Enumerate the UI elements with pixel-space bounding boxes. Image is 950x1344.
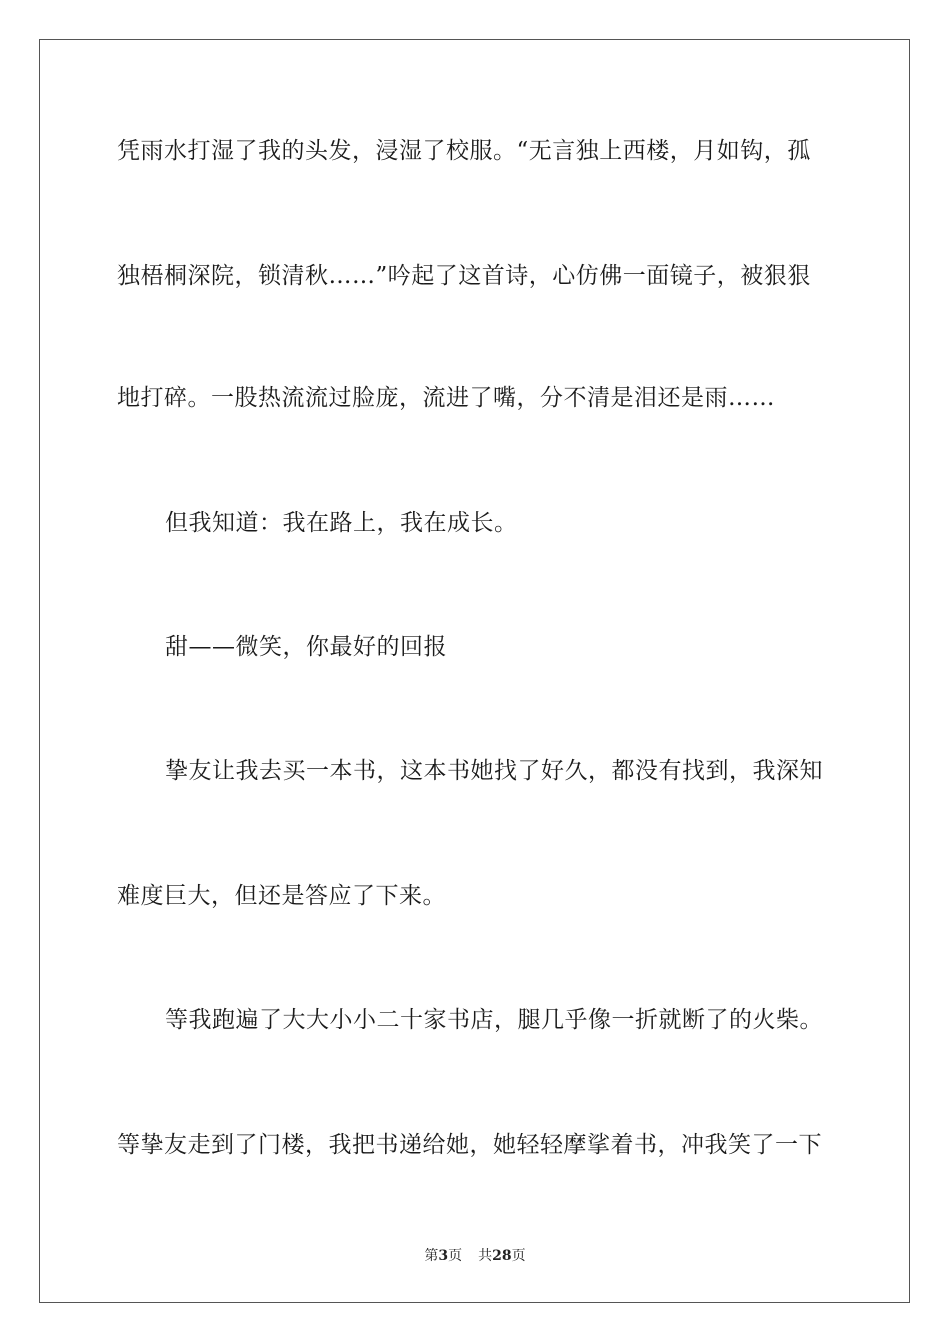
body-text-line: 凭雨水打湿了我的头发，浸湿了校服。“无言独上西楼，月如钩，孤 (117, 138, 811, 164)
body-text-line: 地打碎。一股热流流过脸庞，流进了嘴，分不清是泪还是雨…… (117, 385, 775, 411)
page-border (39, 39, 910, 1303)
footer-total-suffix: 页 (511, 1248, 526, 1264)
paragraph-line: 但我知道：我在路上，我在成长。 (165, 510, 518, 536)
section-heading: 甜——微笑，你最好的回报 (165, 634, 447, 660)
footer-page-suffix: 页 (448, 1248, 463, 1264)
footer-total-pages: 28 (492, 1248, 512, 1264)
footer-page-prefix: 第 (424, 1248, 439, 1264)
page-footer (0, 1247, 950, 1265)
paragraph-line: 等我跑遍了大大小小二十家书店，腿几乎像一折就断了的火柴。 (165, 1007, 823, 1033)
paragraph-line: 挚友让我去买一本书，这本书她找了好久，都没有找到，我深知 (165, 758, 823, 784)
body-text-line: 独梧桐深院，锁清秋……”吟起了这首诗，心仿佛一面镜子，被狠狠 (117, 263, 811, 289)
footer-page-number: 3 (438, 1248, 449, 1264)
footer-total-prefix: 共 (478, 1248, 493, 1264)
body-text-line: 难度巨大，但还是答应了下来。 (117, 883, 446, 909)
body-text-line: 等挚友走到了门楼，我把书递给她，她轻轻摩挲着书，冲我笑了一下 (117, 1132, 822, 1158)
